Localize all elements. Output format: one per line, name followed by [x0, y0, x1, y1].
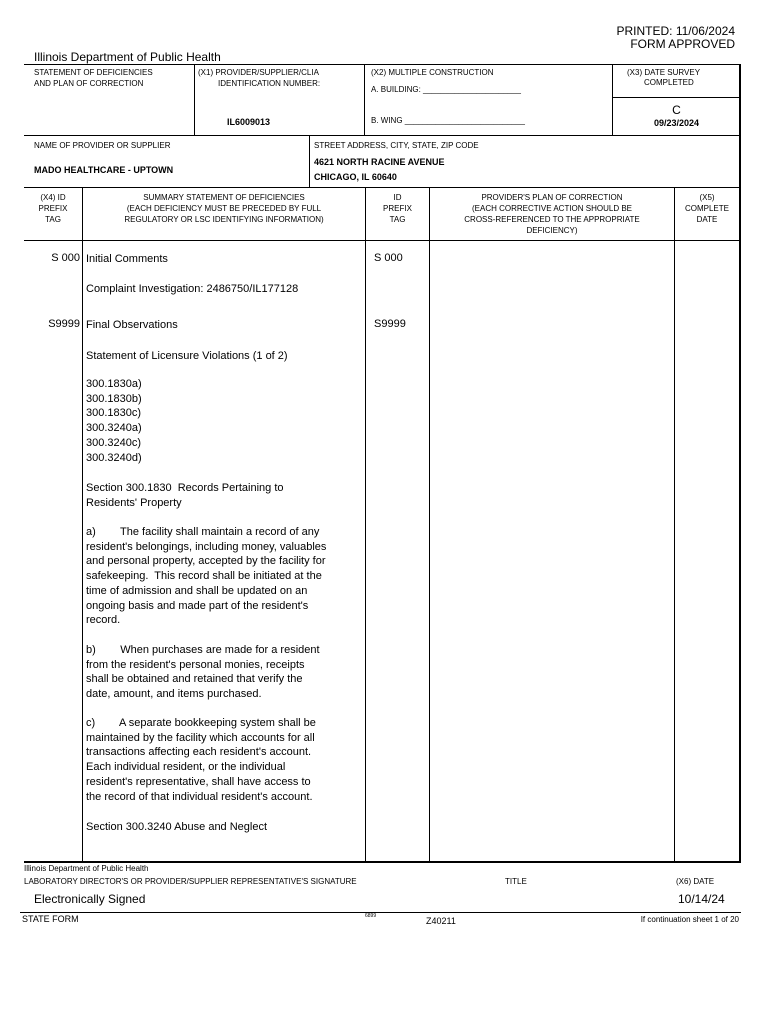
footer-agency: Illinois Department of Public Health: [24, 864, 149, 873]
plan-header-2: (EACH CORRECTIVE ACTION SHOULD BE: [471, 204, 633, 213]
summary-header-2: (EACH DEFICIENCY MUST BE PRECEDED BY FULL: [126, 204, 322, 213]
complaint-investigation: Complaint Investigation: 2486750/IL177128: [86, 283, 299, 295]
form-approved: FORM APPROVED: [630, 37, 735, 51]
plan-header: PROVIDER'S PLAN OF CORRECTION: [481, 193, 623, 202]
x4-header-3: TAG: [45, 215, 61, 224]
form-code-small: 6899: [365, 913, 377, 919]
date-label: (X6) DATE: [676, 877, 715, 886]
id-header-2: PREFIX: [383, 204, 412, 213]
final-observations: Final Observations: [86, 319, 178, 331]
plan-header-4: DEFICIENCY): [526, 226, 578, 235]
code-item: 300.3240d): [86, 451, 142, 464]
x3-label-2: COMPLETED: [644, 78, 694, 87]
tag-right-s000: S 000: [374, 252, 403, 264]
paragraph-c: c) A separate bookkeeping system shall be maintained by the facility which accounts for all transactions affecting each resident's account. Each individual resident, or the individual resident's representative, shall have access to the record of that individual resident's account.: [86, 717, 316, 803]
code-item: 300.1830b): [86, 392, 142, 405]
tag-left-s9999: S9999: [48, 318, 80, 330]
form-id: Z40211: [426, 916, 456, 926]
x1-label: (X1) PROVIDER/SUPPLIER/CLIA: [198, 68, 319, 77]
address-line-1: 4621 NORTH RACINE AVENUE: [314, 157, 445, 167]
x5-header-2: COMPLETE: [684, 204, 729, 213]
signed-date: 10/14/24: [678, 892, 725, 906]
x5-header: (X5): [699, 193, 715, 202]
x4-header: (X4) ID: [40, 193, 66, 202]
x3-code: C: [672, 103, 681, 117]
continuation-sheet: If continuation sheet 1 of 20: [640, 915, 739, 924]
tag-right-s9999: S9999: [374, 318, 406, 330]
statement-label: STATEMENT OF DEFICIENCIES: [34, 68, 153, 77]
electronic-signature: Electronically Signed: [34, 892, 146, 906]
provider-id: IL6009013: [227, 117, 271, 127]
printed-date: PRINTED: 11/06/2024: [616, 24, 735, 38]
provider-name-label: NAME OF PROVIDER OR SUPPLIER: [34, 141, 171, 150]
initial-comments: Initial Comments: [86, 253, 168, 265]
section-3240-heading: Section 300.3240 Abuse and Neglect: [86, 821, 268, 833]
code-item: 300.1830c): [86, 407, 142, 420]
state-form-label: STATE FORM: [22, 914, 79, 924]
survey-date: 09/23/2024: [653, 118, 700, 128]
x1-label-2: IDENTIFICATION NUMBER:: [218, 79, 321, 88]
id-header-3: TAG: [389, 215, 406, 224]
summary-header-3: REGULATORY OR LSC IDENTIFYING INFORMATION): [124, 215, 324, 224]
agency-name: Illinois Department of Public Health: [34, 50, 221, 64]
summary-header: SUMMARY STATEMENT OF DEFICIENCIES: [143, 193, 305, 202]
x2-label: (X2) MULTIPLE CONSTRUCTION: [371, 68, 494, 77]
code-item: 300.3240c): [86, 436, 142, 449]
x3-label: (X3) DATE SURVEY: [627, 68, 701, 77]
id-header: ID: [393, 193, 402, 202]
address-label: STREET ADDRESS, CITY, STATE, ZIP CODE: [314, 141, 479, 150]
code-item: 300.3240a): [86, 422, 142, 435]
paragraph-b: b) When purchases are made for a resident from the resident's personal monies, receipts shall be obtained and retained that verify the date, amount, and items purchased.: [86, 644, 320, 701]
statement-violations: Statement of Licensure Violations (1 of 2): [86, 350, 288, 362]
title-label: TITLE: [505, 877, 527, 886]
code-item: 300.1830a): [86, 378, 142, 390]
provider-name: MADO HEALTHCARE - UPTOWN: [34, 165, 174, 175]
address-line-2: CHICAGO, IL 60640: [314, 172, 397, 182]
signature-label: LABORATORY DIRECTOR'S OR PROVIDER/SUPPLIER REPRESENTATIVE'S SIGNATURE: [24, 877, 357, 886]
paragraph-a: a) The facility shall maintain a record of any resident's belongings, including money, valuables and personal property, accepted by the facility for safekeeping. This record shall be initiated at the time of admission and shall be updated on an ongoing basis and made part of the resident's record.: [86, 526, 327, 627]
tag-left-s000: S 000: [51, 252, 80, 264]
x2-building: A. BUILDING: ______________________: [371, 85, 521, 94]
x5-header-3: DATE: [696, 215, 718, 224]
x2-wing: B. WING ___________________________: [371, 116, 525, 125]
plan-header-3: CROSS-REFERENCED TO THE APPROPRIATE: [464, 215, 640, 224]
statement-label-2: AND PLAN OF CORRECTION: [34, 79, 144, 88]
x4-header-2: PREFIX: [38, 204, 68, 213]
code-list: [86, 377, 142, 465]
section-1830-heading: Section 300.1830 Records Pertaining to Residents' Property: [86, 482, 284, 509]
